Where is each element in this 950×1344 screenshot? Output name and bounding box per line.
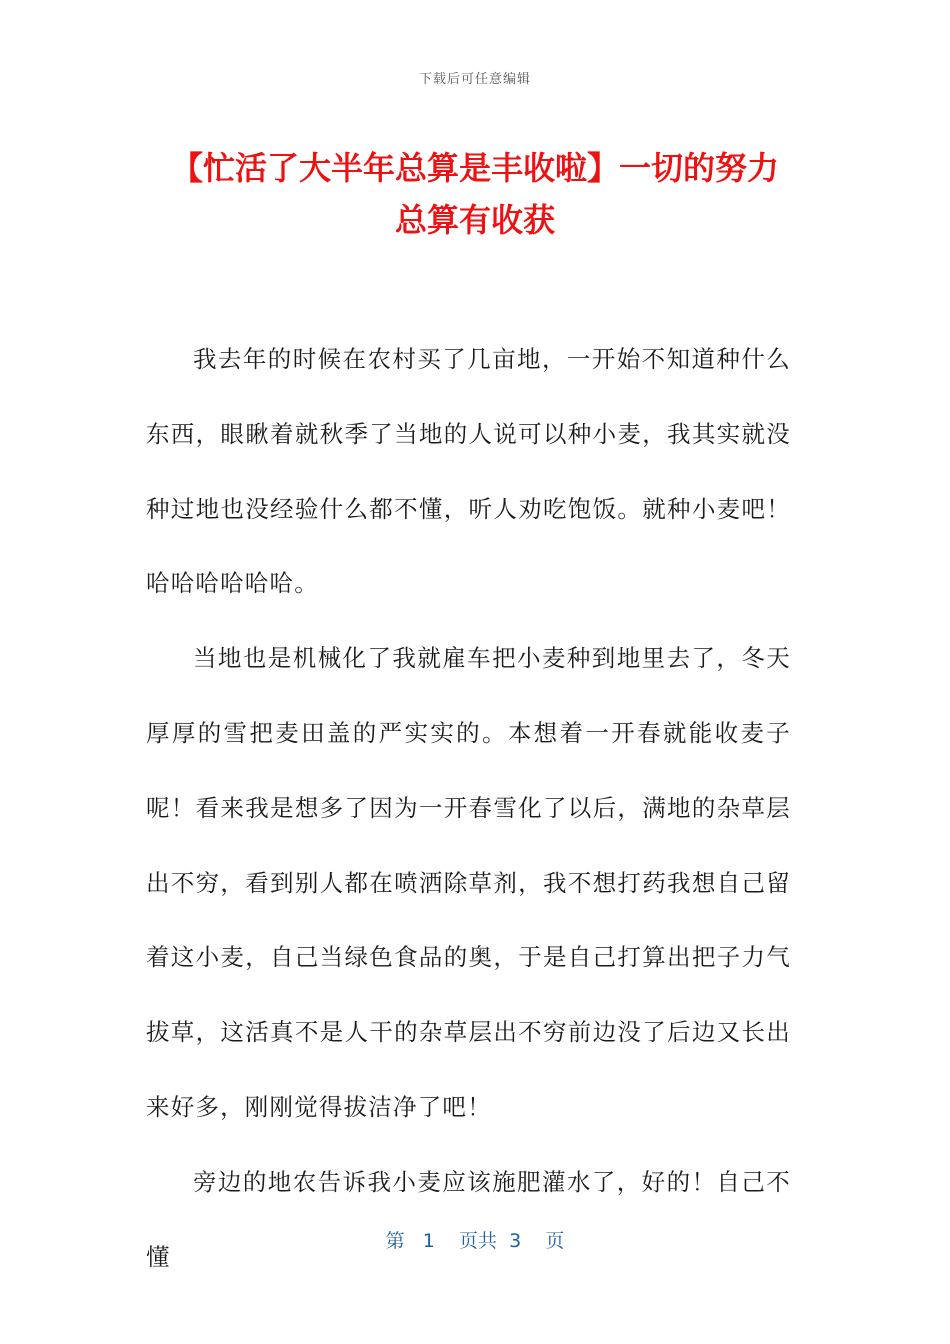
page-number-footer: [0, 1226, 950, 1253]
header-note: 下载后可任意编辑: [418, 72, 531, 87]
footer-prefix: 第: [385, 1230, 405, 1252]
document-title: [140, 142, 810, 246]
footer-total-pages: 3: [509, 1230, 522, 1252]
title-line-2: 总算有收获: [394, 201, 555, 239]
footer-current-page: 1: [422, 1230, 435, 1252]
paragraph: 旁边的地农告诉我小麦应该施肥灌水了，好的！自己不懂: [146, 1167, 791, 1271]
paragraph: 我去年的时候在农村买了几亩地，一开始不知道种什么东西，眼瞅着就秋季了当地的人说可以种小麦，我其实就没种过地也没经验什么都不懂，听人劝吃饱饭。就种小麦吧！哈哈哈哈哈哈。: [146, 345, 791, 598]
title-line-1: 【忙活了大半年总算是丰收啦】一切的努力: [170, 149, 779, 187]
paragraph: 当地也是机械化了我就雇车把小麦种到地里去了，冬天厚厚的雪把麦田盖的严实实的。本想着一开春就能收麦子呢！看来我是想多了因为一开春雪化了以后，满地的杂草层出不穷，看到别人都在喷洒除草剂，我不想打药我想自己留着这小麦，自己当绿色食品的奥，于是自己打算出把子力气拔草，这活真不是人干的杂草层出不穷前边没了后边又长出来好多，刚刚觉得拔洁净了吧！: [146, 644, 791, 1121]
document-body: [146, 322, 791, 1294]
footer-middle: 页共: [459, 1230, 498, 1252]
footer-suffix: 页: [545, 1230, 565, 1252]
